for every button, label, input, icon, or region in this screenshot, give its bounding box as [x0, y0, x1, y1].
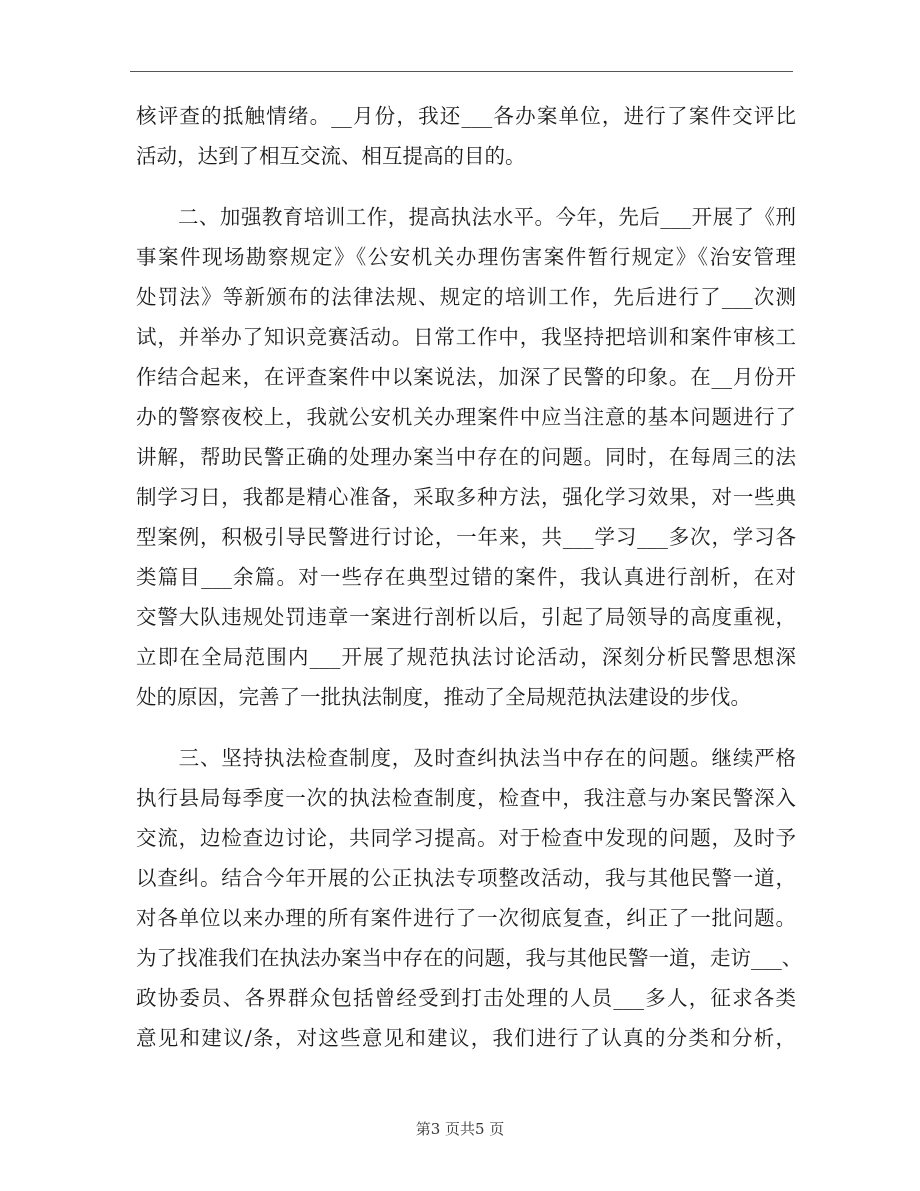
text-line: 核评查的抵触情绪。__月份，我还___各办案单位，进行了案件交评比: [136, 104, 796, 128]
text-line: 办的警察夜校上，我就公安机关办理案件中应当注意的基本问题进行了: [136, 405, 796, 429]
paragraph: [136, 738, 803, 1058]
text-line: 交流，边检查边讨论，共同学习提高。对于检查中发现的问题，及时予: [136, 826, 796, 850]
text-line: 制学习日，我都是精心准备，采取多种方法，强化学习效果，对一些典: [136, 485, 796, 509]
text-line: 政协委员、各界群众包括曾经受到打击处理的人员___多人，征求各类: [136, 986, 796, 1010]
paragraph: [136, 197, 796, 717]
text-line: 型案例，积极引导民警进行讨论，一年来，共___学习___多次，学习各: [136, 525, 796, 549]
text-line: 以查纠。结合今年开展的公正执法专项整改活动，我与其他民警一道，: [136, 866, 796, 890]
text-line: 为了找准我们在执法办案当中存在的问题，我与其他民警一道，走访___、: [136, 946, 803, 970]
text-line: 三、坚持执法检查制度，及时查纠执法当中存在的问题。继续严格: [136, 746, 796, 770]
text-line: 立即在全局范围内___开展了规范执法讨论活动，深刻分析民警思想深: [136, 645, 796, 669]
text-line: 交警大队违规处罚违章一案进行剖析以后，引起了局领导的高度重视，: [136, 605, 796, 629]
document-body: [136, 96, 803, 1058]
text-line: 作结合起来，在评查案件中以案说法，加深了民警的印象。在__月份开: [136, 365, 796, 389]
text-line: 对各单位以来办理的所有案件进行了一次彻底复查，纠正了一批问题。: [136, 906, 796, 930]
page-number-footer: 第3 页共5 页: [415, 1120, 505, 1138]
text-line: 活动，达到了相互交流、相互提高的目的。: [136, 144, 526, 168]
text-line: 执行县局每季度一次的执法检查制度，检查中，我注意与办案民警深入: [136, 786, 796, 810]
text-line: 二、加强教育培训工作，提高执法水平。今年，先后___开展了《刑: [136, 205, 796, 229]
text-line: 试，并举办了知识竞赛活动。日常工作中，我坚持把培训和案件审核工: [136, 325, 796, 349]
paragraph: [136, 96, 796, 176]
text-line: 事案件现场勘察规定》《公安机关办理伤害案件暂行规定》《治安管理: [136, 245, 796, 269]
header-divider: [130, 71, 793, 72]
text-line: 意见和建议/条，对这些意见和建议，我们进行了认真的分类和分析，: [136, 1026, 796, 1050]
text-line: 处的原因，完善了一批执法制度，推动了全局规范执法建设的步伐。: [136, 685, 751, 709]
text-line: 类篇目___余篇。对一些存在典型过错的案件，我认真进行剖析，在对: [136, 565, 796, 589]
text-line: 讲解，帮助民警正确的处理办案当中存在的问题。同时，在每周三的法: [136, 445, 796, 469]
text-line: 处罚法》等新颁布的法律法规、规定的培训工作，先后进行了___次测: [136, 285, 796, 309]
